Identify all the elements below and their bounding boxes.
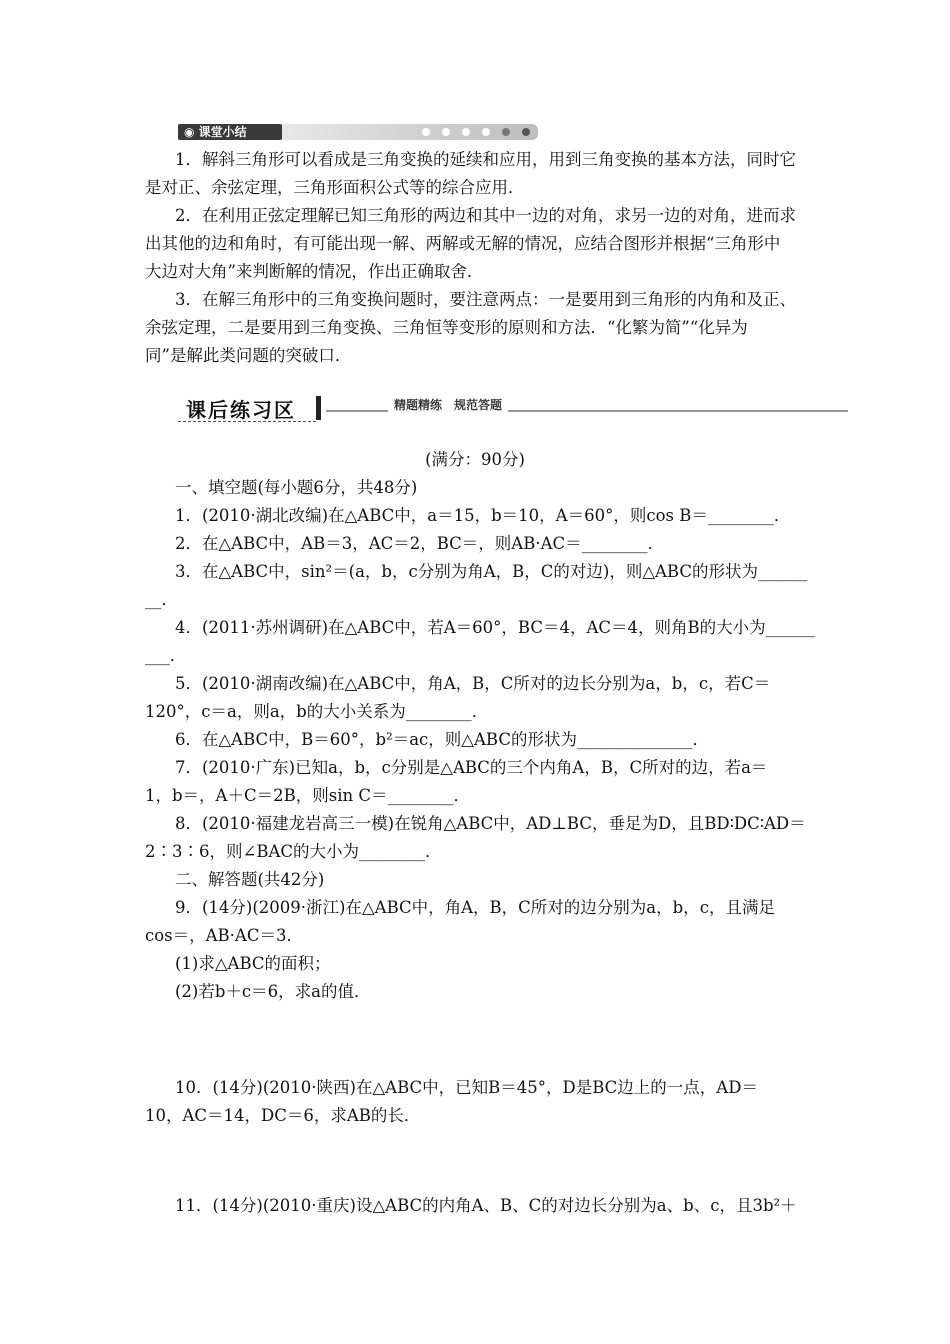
question-line: 7．(2010·广东)已知a，b，c分别是△ABC的三个内角A，B，C所对的边，若a＝ <box>175 758 768 777</box>
question-line: cos＝，AB·AC＝3． <box>145 926 303 945</box>
question-line: 8．(2010·福建龙岩高三一模)在锐角△ABC中，AD⊥BC，垂足为D，且BD∶DC∶AD＝ <box>175 814 806 833</box>
section-heading: 二、解答题(共42分) <box>175 870 325 889</box>
decor-dot <box>442 128 450 136</box>
question-line: 4．(2011·苏州调研)在△ABC中，若A＝60°，BC＝4，AC＝4，则角B的大小为______ <box>175 618 816 637</box>
summary-line: 2．在利用正弦定理解已知三角形的两边和其中一边的对角，求另一边的对角，进而求 <box>175 206 796 225</box>
summary-line: 同”是解此类问题的突破口． <box>145 346 352 365</box>
practice-subtitle: 精题精练 规范答题 <box>388 396 508 413</box>
practice-underline <box>178 421 316 422</box>
question-line: 6．在△ABC中，B＝60°，b²＝ac，则△ABC的形状为______________． <box>175 730 709 749</box>
summary-line: 1．解斜三角形可以看成是三角变换的延续和应用，用到三角变换的基本方法，同时它 <box>175 150 796 169</box>
decor-dot <box>422 128 430 136</box>
summary-header <box>178 124 538 142</box>
question-line: 3．在△ABC中，sin²＝(a，b，c分别为角A，B，C的对边)，则△ABC的形状为______ <box>175 562 808 581</box>
question-line: 9．(14分)(2009·浙江)在△ABC中，角A，B，C所对的边分别为a，b，c，且满足 <box>175 898 775 917</box>
question-line: 10，AC＝14，DC＝6，求AB的长． <box>145 1106 421 1125</box>
practice-title: 课后练习区 <box>186 398 296 422</box>
summary-line: 出其他的边和角时，有可能出现一解、两解或无解的情况，应结合图形并根据“三角形中 <box>145 234 781 253</box>
practice-divider <box>316 396 321 420</box>
decor-dot <box>462 128 470 136</box>
section-heading: 一、填空题(每小题6分，共48分) <box>175 478 418 497</box>
question-line: 2∶3∶6，则∠BAC的大小为________． <box>145 842 442 861</box>
question-line: ___． <box>145 646 187 665</box>
summary-bar <box>282 124 538 140</box>
summary-title: ◉ 课堂小结 <box>178 124 282 140</box>
question-line: (2)若b＋c＝6，求a的值． <box>175 982 371 1001</box>
question-line: 120°，c＝a，则a，b的大小关系为________． <box>145 702 489 721</box>
question-line: 10．(14分)(2010·陕西)在△ABC中，已知B＝45°，D是BC边上的一点，AD＝ <box>175 1078 758 1097</box>
question-line: 5．(2010·湖南改编)在△ABC中，角A，B，C所对的边长分别为a，b，c，若C＝ <box>175 674 771 693</box>
question-line: (1)求△ABC的面积； <box>175 954 331 973</box>
summary-line: 是对正、余弦定理，三角形面积公式等的综合应用． <box>145 178 525 197</box>
practice-header <box>178 394 848 426</box>
summary-line: 余弦定理，二是要用到三角变换、三角恒等变形的原则和方法．“化繁为简”“化异为 <box>145 318 748 337</box>
decor-dot <box>482 128 490 136</box>
decor-dot <box>502 128 510 136</box>
question-line: 2．在△ABC中，AB＝3，AC＝2，BC＝，则AB·AC＝________． <box>175 534 665 553</box>
summary-line: 大边对大角”来判断解的情况，作出正确取舍． <box>145 262 484 281</box>
decor-dot <box>522 128 530 136</box>
question-line: 11．(14分)(2010·重庆)设△ABC的内角A、B、C的对边长分别为a、b、c，且3b²＋ <box>175 1196 797 1215</box>
score-note: (满分：90分) <box>425 450 525 469</box>
question-line: 1．(2010·湖北改编)在△ABC中，a＝15，b＝10，A＝60°，则cos B＝________． <box>175 506 791 525</box>
question-line: 1，b＝，A＋C＝2B，则sin C＝________． <box>145 786 470 805</box>
summary-line: 3．在解三角形中的三角变换问题时，要注意两点：一是要用到三角形的内角和及正、 <box>175 290 796 309</box>
question-line: __． <box>145 590 178 609</box>
